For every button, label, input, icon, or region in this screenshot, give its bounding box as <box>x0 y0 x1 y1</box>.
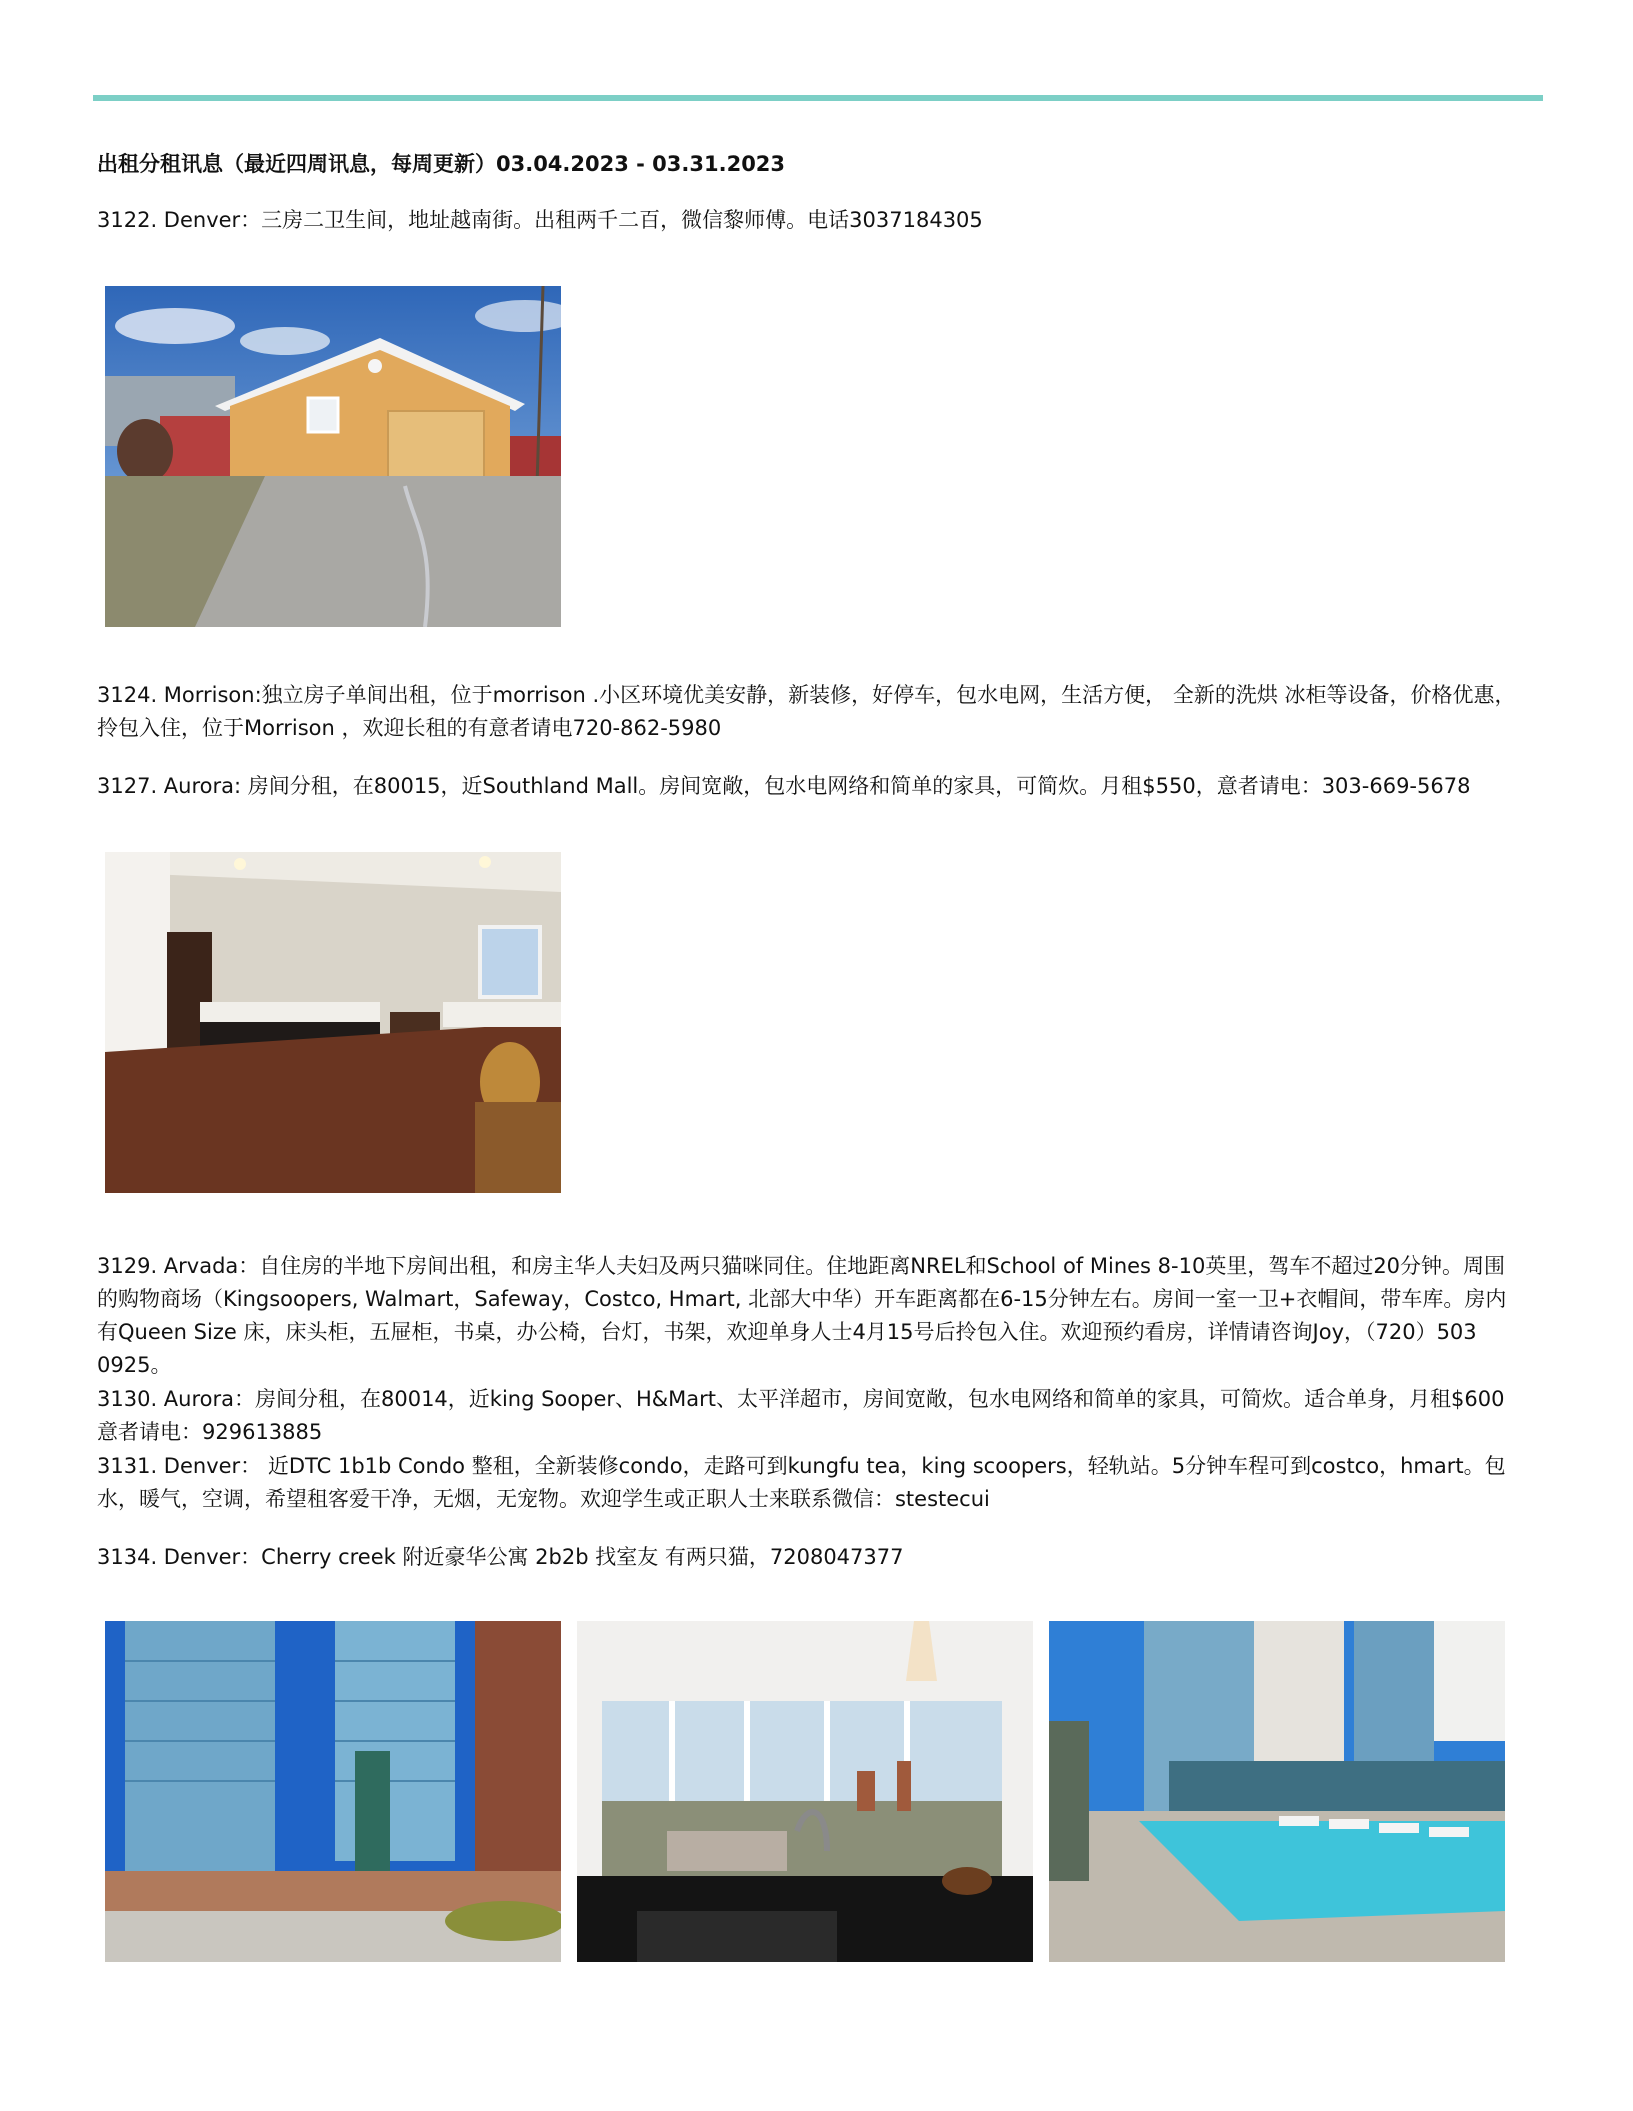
listing-3134-photo-exterior <box>105 1621 561 1962</box>
listing-3122: 3122. Denver：三房二卫生间，地址越南街。出租两千二百，微信黎师傅。电话3037184305 <box>97 208 983 232</box>
listing-3127-photo <box>105 852 561 1193</box>
listing-3134-photo-interior <box>577 1621 1033 1962</box>
listing-3134: 3134. Denver：Cherry creek 附近豪华公寓 2b2b 找室友 有两只猫，7208047377 <box>97 1545 904 1569</box>
page-title: 出租分租讯息（最近四周讯息，每周更新）03.04.2023 - 03.31.2023 <box>97 152 786 176</box>
listing-3129: 3129. Arvada：自住房的半地下房间出租，和房主华人夫妇及两只猫咪同住。住地距离NREL和School of Mines 8-10英里，驾车不超过20分钟。周围的购物商场（Kingsoopers, Walmart，Safeway，Costco, Hmart, 北部大中华）开车距离都在6-15分钟左右。房间一室一卫+衣帽间，带车库。房内有Queen Size 床，床头柜，五屉柜，书桌，办公椅，台灯，书架，欢迎单身人士4月15号后拎包入住。欢迎预约看房，详情请咨询Joy，（720）503 0925。 <box>97 1254 1507 1377</box>
listing-3131: 3131. Denver： 近DTC 1b1b Condo 整租，全新装修condo，走路可到kungfu tea，king scoopers，轻轨站。5分钟车程可到costco，hmart。包水，暖气，空调，希望租客爱干净，无烟，无宠物。欢迎学生或正职人士来联系微信：stestecui <box>97 1454 1506 1511</box>
listing-3122-photo <box>105 286 561 627</box>
listing-3134-photo-pool <box>1049 1621 1505 1962</box>
header-rule <box>93 95 1543 101</box>
listing-3127: 3127. Aurora: 房间分租，在80015，近Southland Mall。房间宽敞，包水电网络和简单的家具，可简炊。月租$550，意者请电：303-669-5678 <box>97 774 1471 798</box>
listing-3124: 3124. Morrison:独立房子单间出租，位于morrison .小区环境优美安静，新装修，好停车，包水电网，生活方便， 全新的洗烘 冰柜等设备，价格优惠，拎包入住，位于Morrison ，欢迎长租的有意者请电720-862-5980 <box>97 683 1516 740</box>
listing-3130: 3130. Aurora：房间分租，在80014，近king Sooper、H&Mart、太平洋超市，房间宽敞，包水电网络和简单的家具，可简炊。适合单身，月租$600意者请电：929613885 <box>97 1387 1505 1444</box>
